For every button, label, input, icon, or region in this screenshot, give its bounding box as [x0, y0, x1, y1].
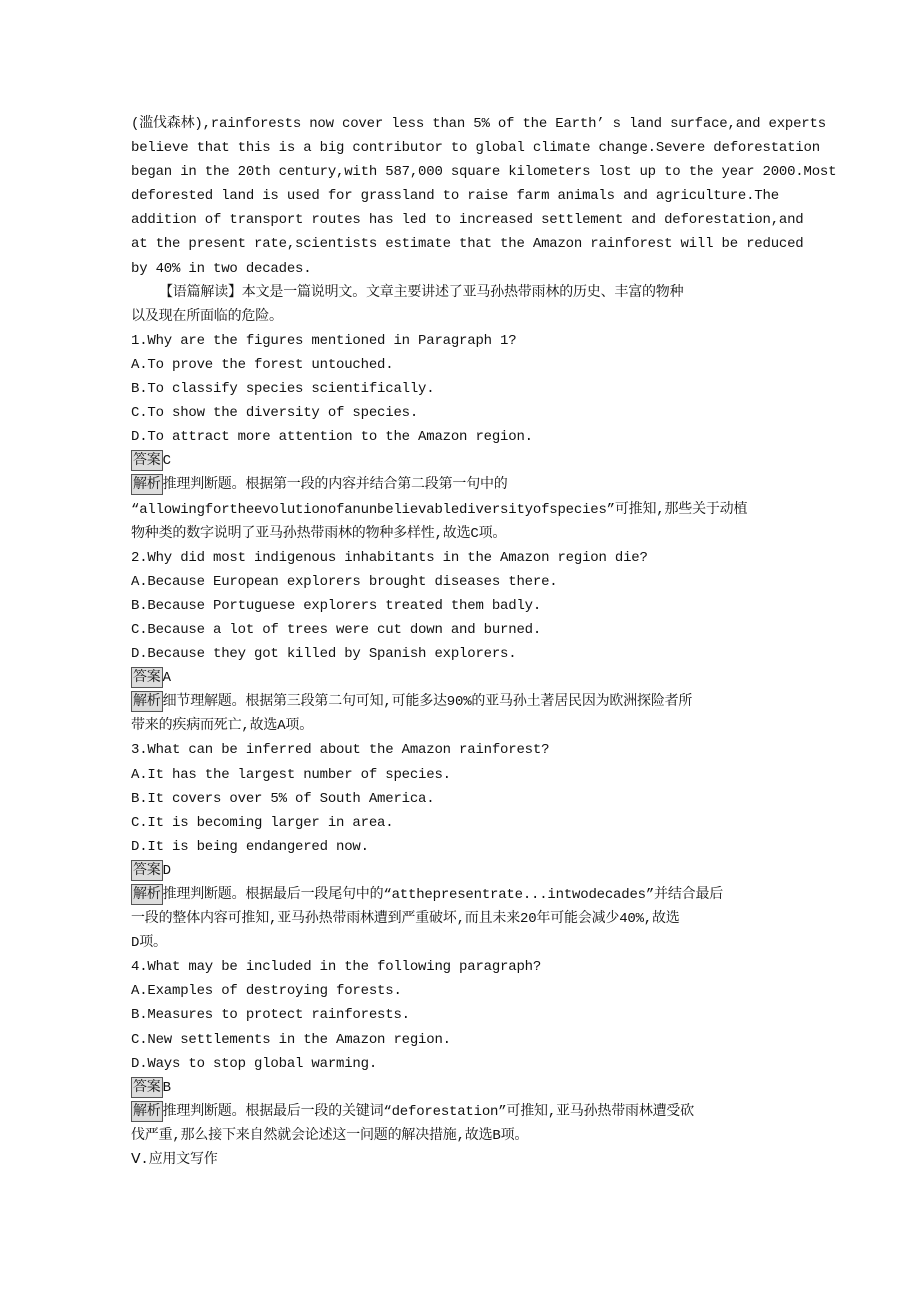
- question-option: B.Because Portuguese explorers treated them badly.: [131, 597, 542, 614]
- question-option: A.It has the largest number of species.: [131, 766, 451, 783]
- answer: [131, 449, 851, 473]
- analysis-line: 伐严重,那么接下来自然就会论述这一问题的解决措施,故选B项。: [131, 1127, 529, 1144]
- passage-line: began in the 20th century,with 587,000 square kilometers lost up to the year 2000.Most: [131, 164, 837, 181]
- passage-line: believe that this is a big contributor to global climate change.Severe deforestation: [131, 140, 820, 157]
- analysis-text: 推理判断题。根据最后一段尾句中的“atthepresentrate...intwodecades”并结合最后: [162, 887, 724, 903]
- analysis-text: 推理判断题。根据第一段的内容并结合第二段第一句中的: [162, 477, 508, 494]
- question-stem: 2.Why did most indigenous inhabitants in the Amazon region die?: [131, 549, 648, 566]
- passage-line: at the present rate,scientists estimate that the Amazon rainforest will be reduced: [131, 236, 804, 253]
- question-option: D.It is being endangered now.: [131, 838, 369, 855]
- answer-text: A: [162, 670, 171, 687]
- analysis-line: 物种类的数字说明了亚马孙热带雨林的物种多样性,故选C项。: [131, 525, 507, 542]
- question-option: D.To attract more attention to the Amazon region.: [131, 429, 533, 446]
- question-option: B.To classify species scientifically.: [131, 381, 435, 398]
- analysis-text: 细节理解题。根据第三段第二句可知,可能多达90%的亚马孙土著居民因为欧洲探险者所: [162, 694, 693, 711]
- question-stem: 3.What can be inferred about the Amazon rainforest?: [131, 742, 550, 759]
- question-option: A.Examples of destroying forests.: [131, 983, 402, 1000]
- answer: [131, 859, 851, 883]
- analysis-line: 一段的整体内容可推知,亚马孙热带雨林遭到严重破坏,而且未来20年可能会减少40%,故选: [131, 911, 680, 928]
- analysis-line: “allowingfortheevolutionofanunbelievablediversityofspecies”可推知,那些关于动植: [131, 501, 748, 518]
- analysis-tag: 解析: [131, 884, 163, 905]
- question-option: C.To show the diversity of species.: [131, 405, 419, 422]
- question-option: A.To prove the forest untouched.: [131, 356, 394, 373]
- question-stem: 1.Why are the figures mentioned in Paragraph 1?: [131, 332, 517, 349]
- question-option: C.Because a lot of trees were cut down and burned.: [131, 621, 542, 638]
- passage-line: deforested land is used for grassland to raise farm animals and agriculture.The: [131, 188, 779, 205]
- question-option: C.It is becoming larger in area.: [131, 814, 394, 831]
- answer-tag: 答案: [131, 667, 163, 688]
- analysis-line: 带来的疾病而死亡,故选A项。: [131, 718, 314, 735]
- question-option: B.It covers over 5% of South America.: [131, 790, 435, 807]
- question-option: D.Because they got killed by Spanish explorers.: [131, 646, 517, 663]
- passage-line: (滥伐森林),rainforests now cover less than 5% of the Earth’ s land surface,and experts: [131, 116, 826, 132]
- analysis-line: D项。: [131, 935, 167, 952]
- analysis: [131, 883, 851, 907]
- analysis: [131, 1100, 851, 1124]
- answer-text: C: [162, 453, 171, 470]
- answer: [131, 1076, 851, 1100]
- question-option: D.Ways to stop global warming.: [131, 1055, 378, 1072]
- analysis: [131, 473, 851, 497]
- reading-note-line: 【语篇解读】本文是一篇说明文。文章主要讲述了亚马孙热带雨林的历史、丰富的物种: [159, 284, 684, 301]
- document-page: [131, 112, 851, 1172]
- question-option: A.Because European explorers brought diseases there.: [131, 573, 558, 590]
- answer-text: D: [162, 862, 171, 879]
- reading-note-line: 以及现在所面临的危险。: [131, 308, 283, 325]
- analysis: [131, 690, 851, 714]
- answer: [131, 666, 851, 690]
- question-option: B.Measures to protect rainforests.: [131, 1007, 410, 1024]
- answer-tag: 答案: [131, 450, 163, 471]
- answer-text: B: [162, 1079, 171, 1096]
- question-stem: 4.What may be included in the following paragraph?: [131, 959, 542, 976]
- analysis-tag: 解析: [131, 474, 163, 495]
- analysis-tag: 解析: [131, 1101, 163, 1122]
- passage-line: addition of transport routes has led to increased settlement and deforestation,and: [131, 212, 804, 229]
- analysis-text: 推理判断题。根据最后一段的关键词“deforestation”可推知,亚马孙热带雨林遭受砍: [162, 1103, 695, 1120]
- answer-tag: 答案: [131, 860, 163, 881]
- passage-line: by 40% in two decades.: [131, 260, 312, 277]
- answer-tag: 答案: [131, 1077, 163, 1098]
- question-option: C.New settlements in the Amazon region.: [131, 1031, 451, 1048]
- analysis-tag: 解析: [131, 691, 163, 712]
- section-heading: Ⅴ.应用文写作: [131, 1152, 218, 1169]
